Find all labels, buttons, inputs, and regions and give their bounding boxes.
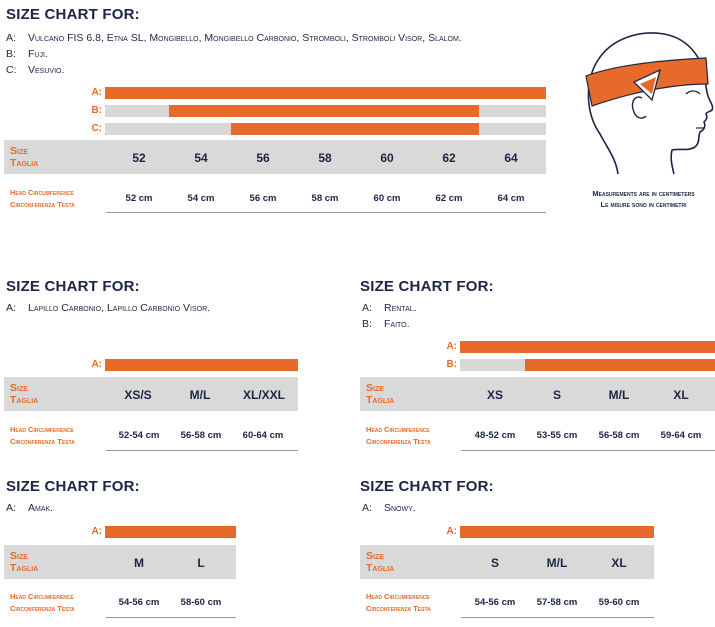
size-range-fill: [105, 87, 546, 99]
size-row: [4, 545, 236, 579]
circumference-header-it: Circonferenza Testa: [10, 604, 75, 613]
size-header-it: Taglia: [366, 394, 395, 406]
size-value: 58: [318, 151, 332, 165]
circumference-header-en: Head Circumference: [10, 188, 74, 197]
size-range-bar-b: [460, 359, 715, 371]
size-row: [360, 545, 654, 579]
model-letter: B:: [6, 48, 16, 60]
size-range-fill: [105, 526, 236, 538]
circumference-value: 56-58 cm: [598, 430, 640, 441]
circumference-header-it: Circonferenza Testa: [10, 200, 75, 209]
caption-it: Le misure sono in centimetri: [600, 200, 687, 209]
model-letter: A:: [6, 32, 16, 44]
circumference-header-en: Head Circumference: [366, 425, 430, 434]
bar-label-a: A:: [446, 341, 457, 352]
measurement-caption: [572, 188, 715, 210]
size-header-it: Taglia: [10, 394, 39, 406]
model-letter: A:: [6, 302, 16, 314]
model-names: Vesuvio.: [28, 64, 65, 76]
size-value: XS: [486, 388, 503, 402]
circumference-header-en: Head Circumference: [366, 592, 430, 601]
model-names: Lapillo Carbonio, Lapillo Carbonio Visor.: [28, 302, 211, 314]
circumference-value: 54-56 cm: [118, 597, 160, 608]
circumference-value: 59-60 cm: [598, 597, 640, 608]
size-header-it: Taglia: [10, 157, 39, 169]
model-line: [362, 318, 410, 330]
circumference-header-it: Circonferenza Testa: [10, 437, 75, 446]
circumference-value: 62 cm: [435, 193, 463, 204]
chart-title: SIZE CHART FOR:: [6, 478, 140, 495]
divider: [461, 617, 654, 618]
size-header: [10, 145, 38, 169]
circumference-header-en: Head Circumference: [10, 425, 74, 434]
model-names: Amak.: [28, 502, 54, 514]
size-value: 56: [256, 151, 270, 165]
model-letter: A:: [362, 302, 372, 314]
model-line: [6, 302, 210, 314]
size-value: 64: [504, 151, 518, 165]
model-names: Fuji.: [28, 48, 48, 60]
model-line: [362, 502, 416, 514]
circumference-header: [10, 424, 75, 448]
divider: [461, 450, 715, 451]
size-range-bar-c: [105, 123, 546, 135]
circumference-value: 59-64 cm: [660, 430, 702, 441]
bar-label-a: A:: [91, 359, 102, 370]
chart-title: SIZE CHART FOR:: [360, 278, 494, 295]
circumference-header: [366, 591, 431, 615]
circumference-header-it: Circonferenza Testa: [366, 437, 431, 446]
size-header-en: Size: [10, 145, 28, 157]
model-letter: A:: [362, 502, 372, 514]
size-row: [4, 140, 546, 174]
size-value: XL/XXL: [242, 388, 285, 402]
size-header-en: Size: [366, 382, 384, 394]
circumference-value: 58 cm: [311, 193, 339, 204]
model-names: Rental.: [384, 302, 417, 314]
size-value: XL: [611, 556, 627, 570]
size-range-bar-a: [105, 359, 298, 371]
size-value: M/L: [189, 388, 211, 402]
model-line: [362, 302, 417, 314]
size-value: 54: [194, 151, 208, 165]
size-value: XL: [673, 388, 689, 402]
chart-title: SIZE CHART FOR:: [6, 278, 140, 295]
size-header-en: Size: [10, 382, 28, 394]
size-range-bar-b: [105, 105, 546, 117]
size-value: M: [134, 556, 144, 570]
size-row: [360, 377, 715, 411]
size-header: [366, 550, 394, 574]
model-letter: B:: [362, 318, 372, 330]
size-range-fill: [460, 526, 654, 538]
size-value: M/L: [608, 388, 630, 402]
circumference-value: 56 cm: [249, 193, 277, 204]
size-range-fill: [525, 359, 715, 371]
chart-title: SIZE CHART FOR:: [6, 6, 140, 23]
circumference-value: 54 cm: [187, 193, 215, 204]
divider: [106, 450, 298, 451]
circumference-header-it: Circonferenza Testa: [366, 604, 431, 613]
circumference-value: 57-58 cm: [536, 597, 578, 608]
bar-label-c: C:: [91, 123, 102, 134]
bar-label-a: A:: [446, 526, 457, 537]
chart-title: SIZE CHART FOR:: [360, 478, 494, 495]
size-header-it: Taglia: [366, 562, 395, 574]
size-range-bar-a: [460, 526, 654, 538]
circumference-header-en: Head Circumference: [10, 592, 74, 601]
size-value: XS/S: [124, 388, 152, 402]
model-letter: C:: [6, 64, 17, 76]
model-names: Snowy.: [384, 502, 416, 514]
model-letter: A:: [6, 502, 16, 514]
divider: [106, 212, 546, 213]
model-line: [6, 64, 64, 76]
size-value: 60: [380, 151, 394, 165]
size-header: [366, 382, 394, 406]
size-header-en: Size: [366, 550, 384, 562]
circumference-value: 53-55 cm: [536, 430, 578, 441]
circumference-value: 52-54 cm: [118, 430, 160, 441]
circumference-header: [10, 591, 75, 615]
circumference-header: [366, 424, 431, 448]
size-range-bar-a: [105, 526, 236, 538]
bar-label-b: B:: [91, 105, 102, 116]
size-row: [4, 377, 298, 411]
size-range-fill: [231, 123, 478, 135]
size-value: 52: [132, 151, 146, 165]
model-line: [6, 48, 48, 60]
size-range-fill: [460, 341, 715, 353]
model-names: Vulcano FIS 6.8, Etna SL, Mongibello, Mongibello Carbonio, Stromboli, Stromboli Visor, Slalom.: [28, 32, 462, 44]
bar-label-a: A:: [91, 87, 102, 98]
size-range-bar-a: [460, 341, 715, 353]
size-value: L: [197, 556, 205, 570]
bar-label-a: A:: [91, 526, 102, 537]
circumference-value: 52 cm: [125, 193, 153, 204]
size-value: S: [552, 388, 561, 402]
circumference-value: 56-58 cm: [180, 430, 222, 441]
caption-en: Measurements are in centimeters: [592, 189, 695, 198]
size-value: M/L: [546, 556, 568, 570]
model-line: [6, 502, 53, 514]
circumference-header: [10, 187, 75, 211]
size-value: 62: [442, 151, 456, 165]
model-line: [6, 32, 462, 44]
divider: [106, 617, 236, 618]
circumference-value: 58-60 cm: [180, 597, 222, 608]
size-range-fill: [169, 105, 478, 117]
size-header: [10, 382, 38, 406]
circumference-value: 60-64 cm: [242, 430, 284, 441]
circumference-value: 60 cm: [373, 193, 401, 204]
size-header-it: Taglia: [10, 562, 39, 574]
size-header-en: Size: [10, 550, 28, 562]
size-value: S: [490, 556, 499, 570]
head-measure-icon: [578, 24, 715, 184]
bar-label-b: B:: [446, 359, 457, 370]
model-names: Faito.: [384, 318, 410, 330]
size-range-bar-a: [105, 87, 546, 99]
size-header: [10, 550, 38, 574]
circumference-value: 48-52 cm: [474, 430, 516, 441]
circumference-value: 54-56 cm: [474, 597, 516, 608]
size-range-fill: [105, 359, 298, 371]
circumference-value: 64 cm: [497, 193, 525, 204]
